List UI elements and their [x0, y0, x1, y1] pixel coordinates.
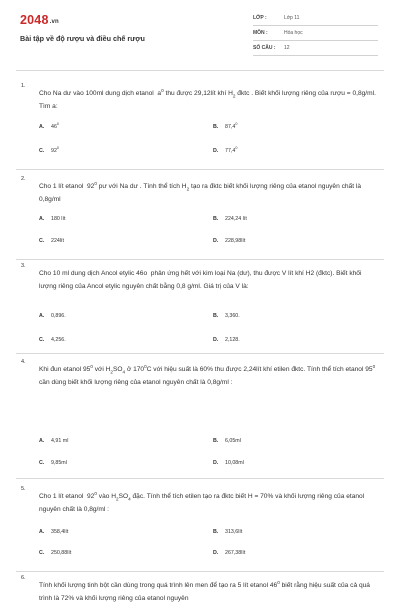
question-text: Cho Na dư vào 100ml dung dịch etanol $a^0$ thu được 29,12lít khí $H_2$ đktc . Biết khối lượng riêng của rượu = 0,8g/ml. Tìm a: — [39, 87, 376, 110]
option-text: 4,91 ml — [51, 438, 69, 444]
question-text: Cho 10 ml dung dịch Ancol etylic 46o phản ứng hết với kim loại Na (dư), thu được V lít khí H2 (đktc). Biết khối lượng riêng của Ancol etylic nguyên chất bằng 0,8 g/ml. Giá trị của V là: — [39, 270, 362, 290]
question-text: Tính khối lượng tinh bột cần dùng trong quá trình lên men để tạo ra 5 lít etanol $46^0$ biết rằng hiệu suất của cả quá trình là 72% và khối lượng riêng của etanol nguyên — [39, 579, 370, 602]
option-letter: C. — [39, 238, 45, 244]
option-letter: B. — [213, 529, 219, 535]
document-title: Bài tập về độ rượu và điều chế rượu — [20, 34, 145, 43]
option-c[interactable] — [39, 460, 67, 466]
option-text: 224,24 lít — [225, 216, 247, 222]
option-text: 77,4$^0$ — [225, 146, 238, 154]
option-d[interactable] — [213, 460, 244, 466]
option-d[interactable] — [213, 550, 245, 556]
option-letter: C. — [39, 550, 45, 556]
question-number: 1. — [21, 83, 26, 89]
option-letter: D. — [213, 148, 219, 154]
option-b[interactable] — [213, 313, 240, 319]
option-letter: B. — [213, 313, 219, 319]
option-text: 313,6lít — [225, 529, 243, 535]
option-c[interactable] — [39, 148, 59, 154]
meta-value: Hóa học — [284, 30, 303, 36]
option-text: 87,4$^0$ — [225, 122, 238, 130]
option-text: 267,38lít — [225, 550, 246, 556]
option-a[interactable] — [39, 438, 68, 444]
question-divider — [16, 571, 384, 572]
option-text: $92^0$ — [51, 146, 59, 154]
logo-domain: .vn — [49, 19, 59, 25]
meta-row-count — [253, 43, 378, 56]
question-text: Cho 1 lít etanol $92^0$ vào $H_2SO_4$ đặc. Tính thể tích etilen tạo ra đktc biết H = 70% và khối lượng riêng của etanol nguyên chất là 0,8g/ml : — [39, 490, 365, 513]
option-letter: A. — [39, 438, 45, 444]
option-a[interactable] — [39, 216, 65, 222]
option-text: 358,4lít — [51, 529, 69, 535]
logo-text: 2048 — [20, 13, 49, 27]
question-number: 2. — [21, 176, 26, 182]
option-letter: D. — [213, 460, 219, 466]
question-divider — [16, 169, 384, 170]
option-a[interactable] — [39, 529, 68, 535]
option-text: 6,05ml — [225, 438, 241, 444]
question-number: 6. — [21, 575, 26, 581]
option-letter: A. — [39, 124, 45, 130]
option-text: 180 lít — [51, 216, 66, 222]
option-text: 228,98lít — [225, 238, 246, 244]
option-letter: A. — [39, 216, 45, 222]
question-number: 4. — [21, 359, 26, 365]
option-d[interactable] — [213, 148, 237, 154]
question-number: 3. — [21, 263, 26, 269]
option-text: 250,88lít — [51, 550, 72, 556]
question-divider — [16, 353, 384, 354]
option-b[interactable] — [213, 216, 247, 222]
question-text: Cho 1 lít etanol $92^0$ pư với Na dư . Tính thể tích $H_2$ tạo ra đktc biết khối lượng riêng của etanol nguyên chất là 0,8g/ml — [39, 180, 362, 203]
option-letter: B. — [213, 216, 219, 222]
option-text: 9,85ml — [51, 460, 67, 466]
question-divider — [16, 478, 384, 479]
meta-row-class — [253, 13, 378, 26]
option-c[interactable] — [39, 337, 66, 343]
question-text: Khi đun etanol $95^0$ với $H_2SO_4$ ở $170^0C$ với hiệu suất là 60% thu được 2,24lít khí etilen đktc. Tính thể tích etanol $95^0$ cần dùng biết khối lượng riêng của etanol nguyên chất là 0,8g/ml : — [39, 363, 376, 386]
option-text: 4,256. — [51, 337, 66, 343]
option-c[interactable] — [39, 550, 71, 556]
meta-label: MÔN : — [253, 30, 268, 36]
option-letter: D. — [213, 238, 219, 244]
option-letter: C. — [39, 460, 45, 466]
option-text: 0,896. — [51, 313, 66, 319]
meta-row-subject — [253, 28, 378, 41]
meta-value: 12 — [284, 45, 290, 51]
option-letter: B. — [213, 124, 219, 130]
option-d[interactable] — [213, 238, 245, 244]
option-text: 224lít — [51, 238, 64, 244]
meta-value: Lớp 11 — [284, 15, 300, 21]
header-divider — [16, 70, 384, 71]
option-d[interactable] — [213, 337, 240, 343]
question-divider — [16, 259, 384, 260]
option-letter: B. — [213, 438, 219, 444]
option-text: 3,360. — [225, 313, 240, 319]
option-letter: D. — [213, 550, 219, 556]
option-b[interactable] — [213, 529, 242, 535]
option-text: $46^0$ — [51, 122, 59, 130]
option-letter: A. — [39, 313, 45, 319]
meta-label: LỚP : — [253, 15, 267, 21]
option-b[interactable] — [213, 438, 241, 444]
option-letter: C. — [39, 337, 45, 343]
option-text: 2,128. — [225, 337, 240, 343]
option-b[interactable] — [213, 124, 237, 130]
option-text: 10,08ml — [225, 460, 244, 466]
option-c[interactable] — [39, 238, 64, 244]
option-a[interactable] — [39, 313, 66, 319]
question-number: 5. — [21, 486, 26, 492]
worksheet-header — [0, 0, 400, 70]
option-letter: C. — [39, 148, 45, 154]
option-letter: D. — [213, 337, 219, 343]
option-a[interactable] — [39, 124, 59, 130]
meta-label: SỐ CÂU : — [253, 45, 276, 51]
option-letter: A. — [39, 529, 45, 535]
site-logo[interactable] — [20, 13, 59, 27]
